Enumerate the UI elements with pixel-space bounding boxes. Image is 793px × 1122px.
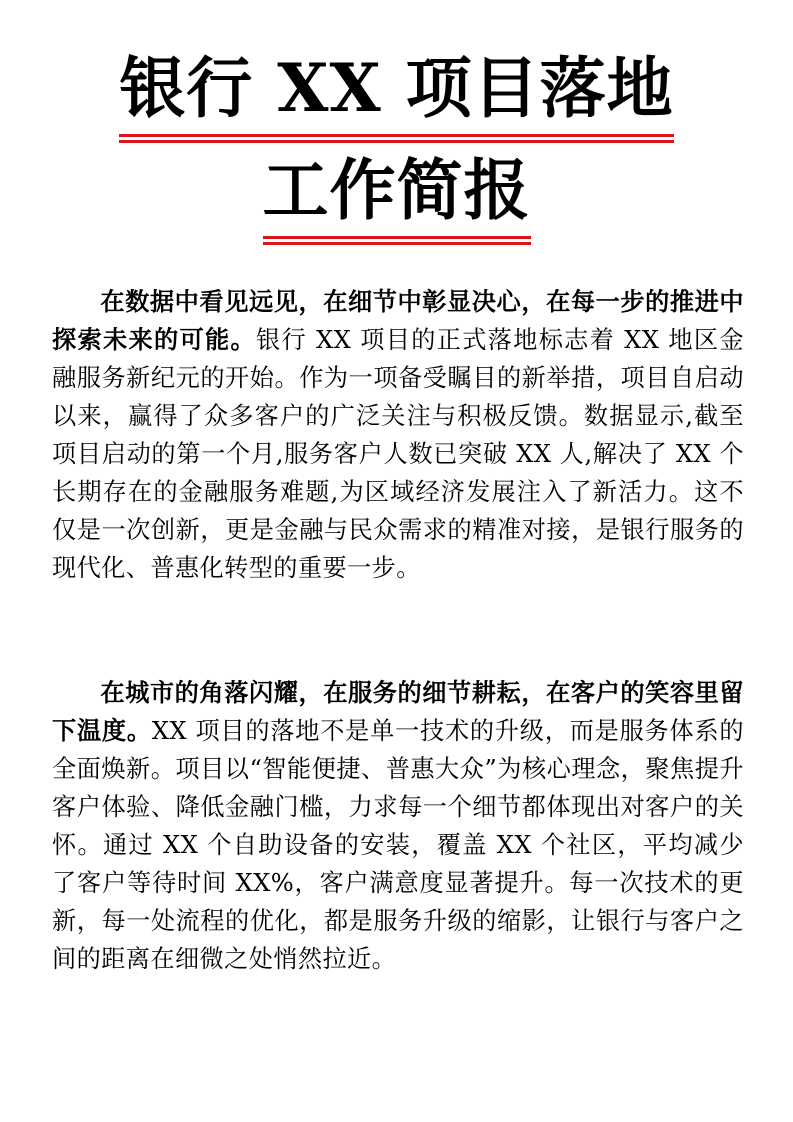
paragraph-1 (52, 283, 744, 587)
title-line-2 (0, 150, 793, 236)
paragraph-1-lead: 在数据中看见远见，在细节中彰显决心，在每一步的推进中探索未来的可能。 (52, 288, 744, 355)
paragraph-2-body: XX 项目的落地不是单一技术的升级，而是服务体系的全面焕新。项目以“智能便捷、普惠大众”为核心理念，聚焦提升客户体验、降低金融门槛，力求每一个细节都体现出对客户的关怀。通过 XX 个自助设备的安装，覆盖 XX 个社区，平均减少了客户等待时间 XX%，客户满意度显著提升。每一次技术的更新，每一处流程的优化，都是服务升级的缩影，让银行与客户之间的距离在细微之处悄然拉近。 (52, 717, 744, 974)
title-line-1-text: 银行 XX 项目落地 (119, 48, 673, 134)
title-line-1 (0, 48, 793, 134)
paragraph-2 (52, 674, 744, 978)
paragraph-1-body: 银行 XX 项目的正式落地标志着 XX 地区金融服务新纪元的开始。作为一项备受瞩目的新举措，项目自启动以来，赢得了众多客户的广泛关注与积极反馈。数据显示,截至项目启动的第一个月,服务客户人数已突破 XX 人,解决了 XX 个长期存在的金融服务难题,为区域经济发展注入了新活力。这不仅是一次创新，更是金融与民众需求的精准对接，是银行服务的现代化、普惠化转型的重要一步。 (52, 326, 744, 583)
paragraph-2-lead: 在城市的角落闪耀，在服务的细节耕耘，在客户的笑容里留下温度。 (52, 679, 744, 746)
title-line-2-text: 工作简报 (263, 150, 531, 236)
